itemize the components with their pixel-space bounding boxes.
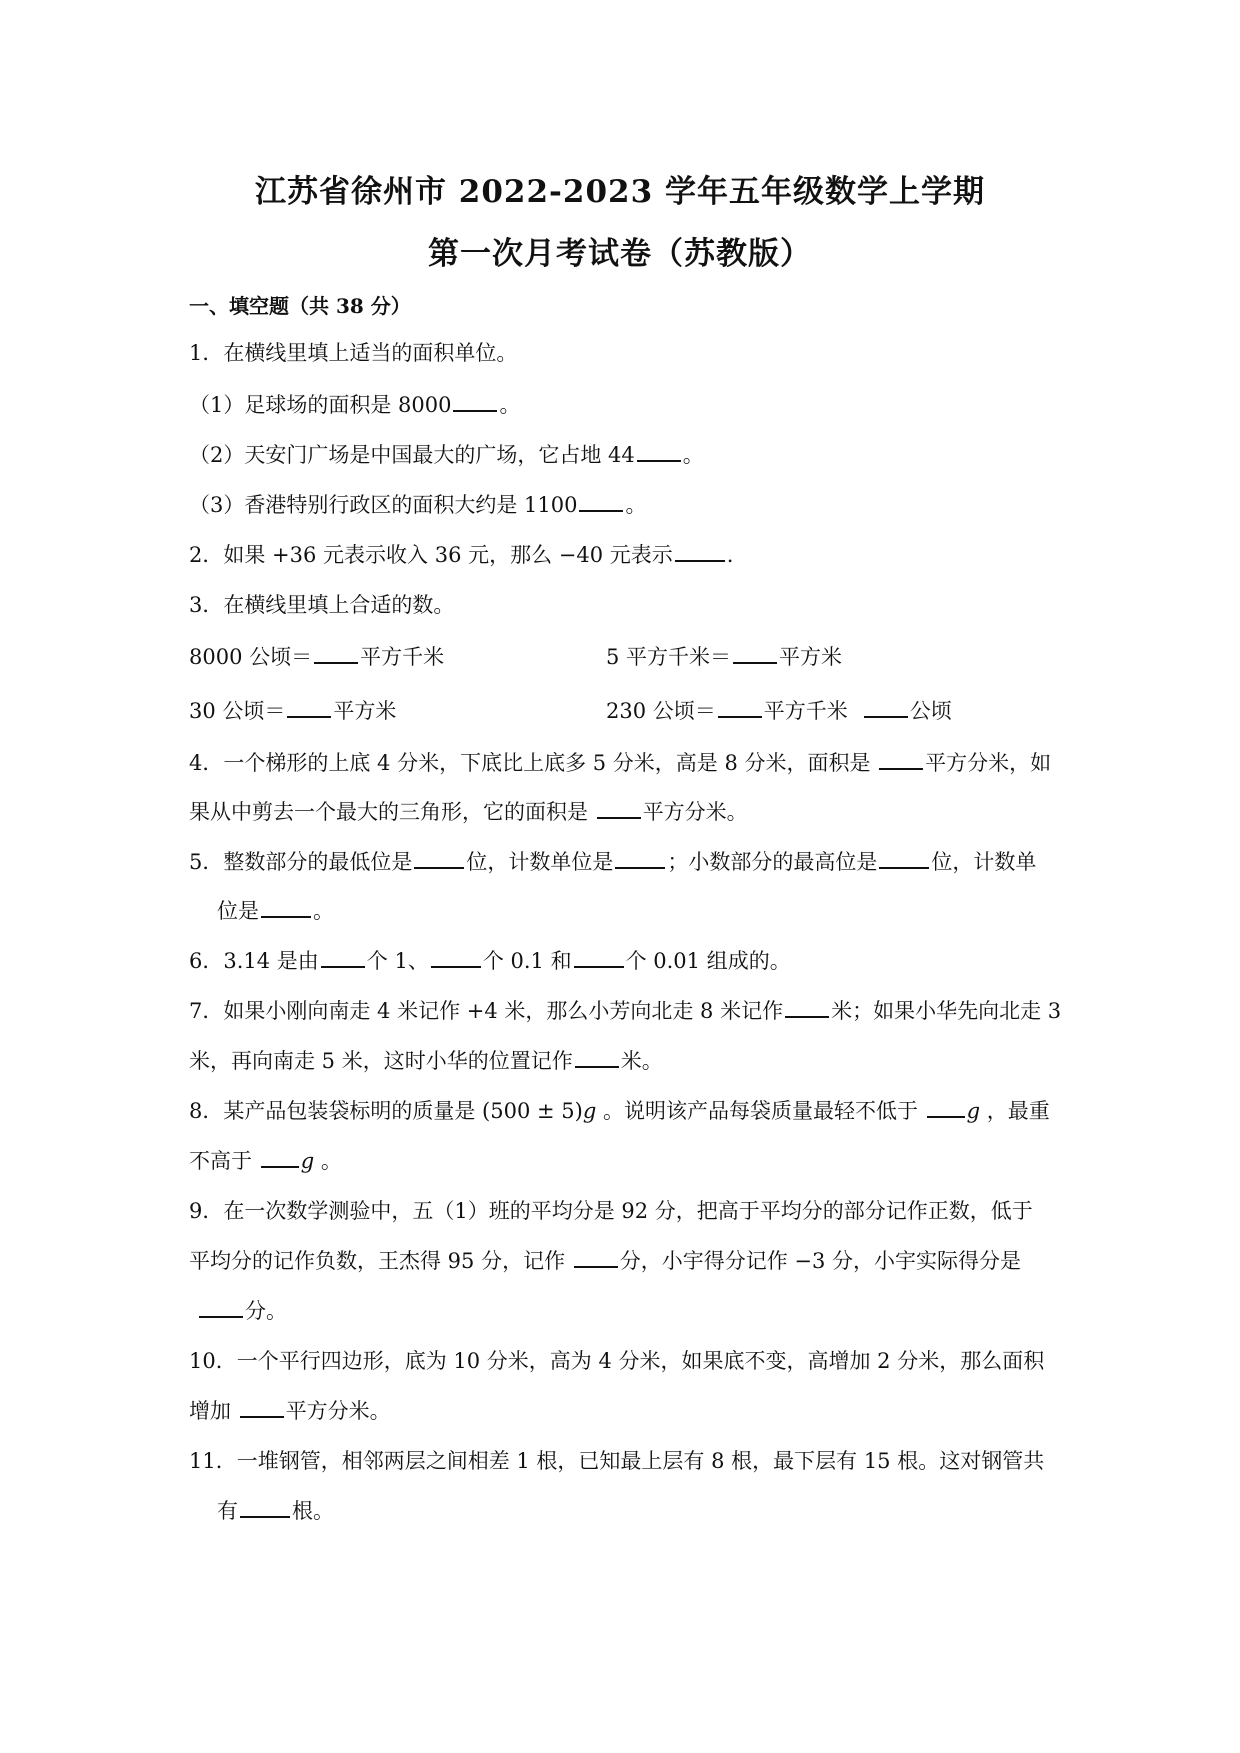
answer-blank[interactable] <box>637 442 681 462</box>
question-7-line-2: 米，再向南走 5 米，这时小华的位置记作 米。 <box>189 1049 663 1073</box>
answer-blank[interactable] <box>240 1498 290 1518</box>
answer-blank[interactable] <box>579 492 623 512</box>
question-9-line-2: 平均分的记作负数，王杰得 95 分，记作 分，小宇得分记作 −3 分，小宇实际得分是 <box>189 1249 1022 1273</box>
question-3-item-1: 8000 公顷＝ 平方千米 <box>189 645 445 669</box>
answer-blank[interactable] <box>675 542 725 562</box>
question-1-part-3: （3）香港特别行政区的面积大约是 1100 。 <box>189 493 647 517</box>
question-4-line-2: 果从中剪去一个最大的三角形，它的面积是 平方分米。 <box>189 800 748 824</box>
question-6: 6．3.14 是由 个 1、 个 0.1 和 个 0.01 组成的。 <box>189 949 791 973</box>
answer-blank[interactable] <box>240 1398 284 1418</box>
question-3-item-3: 30 公顷＝ 平方米 <box>189 699 397 723</box>
answer-blank[interactable] <box>575 1048 619 1068</box>
question-3-item-2: 5 平方千米＝ 平方米 <box>606 645 843 669</box>
question-7-line-1: 7．如果小刚向南走 4 米记作 +4 米，那么小芳向北走 8 米记作 米；如果小华先向北走 3 <box>189 999 1062 1023</box>
question-1-stem: 1．在横线里填上适当的面积单位。 <box>189 341 518 365</box>
answer-blank[interactable] <box>261 898 311 918</box>
answer-blank[interactable] <box>785 998 829 1018</box>
answer-blank[interactable] <box>879 849 929 869</box>
answer-blank[interactable] <box>453 392 497 412</box>
question-8-line-2: 不高于 g 。 <box>189 1149 342 1173</box>
question-10-line-2: 增加 平方分米。 <box>189 1399 391 1423</box>
question-9-line-1: 9．在一次数学测验中，五（1）班的平均分是 92 分，把高于平均分的部分记作正数，低于 <box>189 1199 1033 1223</box>
answer-blank[interactable] <box>314 644 358 664</box>
section-heading: 一、填空题（共 38 分） <box>189 294 411 318</box>
question-11-line-2: 有 根。 <box>217 1499 334 1523</box>
page-subtitle: 第一次月考试卷（苏教版） <box>428 236 812 272</box>
answer-blank[interactable] <box>321 948 365 968</box>
answer-blank[interactable] <box>431 948 481 968</box>
answer-blank[interactable] <box>287 698 331 718</box>
answer-blank[interactable] <box>879 750 923 770</box>
question-8-line-1: 8．某产品包装袋标明的质量是 (500 ± 5)g 。说明该产品每袋质量最轻不低于 g ，最重 <box>189 1099 1050 1123</box>
question-3-item-4: 230 公顷＝ 平方千米 公顷 <box>606 699 952 723</box>
question-9-line-3: 分。 <box>197 1297 287 1325</box>
question-2: 2．如果 +36 元表示收入 36 元，那么 −40 元表示 . <box>189 543 734 567</box>
question-3-stem: 3．在横线里填上合适的数。 <box>189 593 455 617</box>
answer-blank[interactable] <box>574 1248 618 1268</box>
question-10-line-1: 10．一个平行四边形，底为 10 分米，高为 4 分米，如果底不变，高增加 2 分米，那么面积 <box>189 1349 1045 1373</box>
answer-blank[interactable] <box>414 849 464 869</box>
answer-blank[interactable] <box>574 948 624 968</box>
question-5-line-2: 位是 。 <box>217 899 334 923</box>
answer-blank[interactable] <box>864 698 908 718</box>
page-title: 江苏省徐州市 2022-2023 学年五年级数学上学期 <box>254 174 985 210</box>
question-11-line-1: 11．一堆钢管，相邻两层之间相差 1 根，已知最上层有 8 根，最下层有 15 根。这对钢管共 <box>189 1449 1045 1473</box>
answer-blank[interactable] <box>199 1298 243 1318</box>
answer-blank[interactable] <box>718 698 762 718</box>
answer-blank[interactable] <box>261 1148 299 1168</box>
answer-blank[interactable] <box>597 799 641 819</box>
question-4-line-1: 4．一个梯形的上底 4 分米，下底比上底多 5 分米，高是 8 分米，面积是 平方分米，如 <box>189 751 1052 775</box>
answer-blank[interactable] <box>927 1098 965 1118</box>
question-1-part-2: （2）天安门广场是中国最大的广场，它占地 44 。 <box>189 443 704 467</box>
question-5-line-1: 5．整数部分的最低位是 位，计数单位是 ；小数部分的最高位是 位，计数单 <box>189 850 1037 874</box>
question-1-part-1: （1）足球场的面积是 8000 。 <box>189 393 521 417</box>
answer-blank[interactable] <box>615 849 665 869</box>
answer-blank[interactable] <box>733 644 777 664</box>
